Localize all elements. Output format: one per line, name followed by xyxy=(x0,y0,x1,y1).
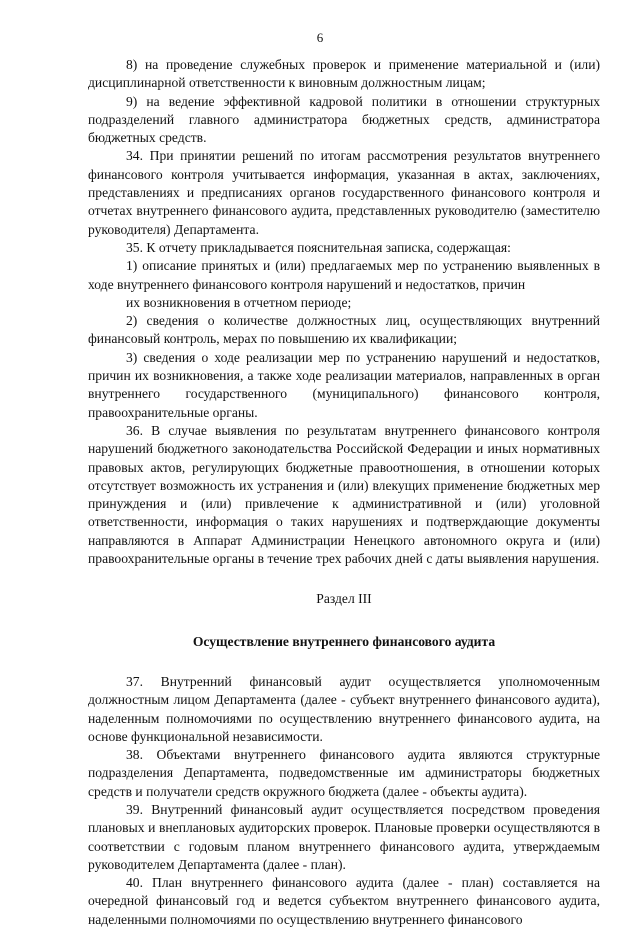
paragraph-39: 39. Внутренний финансовый аудит осуществляется посредством проведения плановых и внеплановых аудиторских проверок. Плановые проверки осуществляются в соответствии с годовым планом внутреннего финансового аудита, утверждаемым руководителем Департамента (далее - план). xyxy=(88,801,600,872)
paragraph-35-item-1-continued: их возникновения в отчетном периоде; xyxy=(126,294,352,310)
paragraph-37: 37. Внутренний финансовый аудит осуществляется уполномоченным должностным лицом Департамента (далее - субъект внутреннего финансового аудита), наделенным полномочиями по осуществлению внутреннего финансового аудита, на основе функциональной независимости. xyxy=(88,673,600,744)
paragraph-35-item-3: 3) сведения о ходе реализации мер по устранению нарушений и недостатков, причин их возникновения, а также ходе реализации материалов, направленных в орган внутреннего государственного (муниципального) финансового контроля, правоохранительные органы. xyxy=(88,349,600,420)
paragraph-34: 34. При принятии решений по итогам рассмотрения результатов внутреннего финансового контроля учитывается информация, указанная в актах, заключениях, представлениях и предписаниях органов государственного финансового контроля и отчетах внутреннего финансового аудита, представленных руководителю (заместителю руководителя) Департамента. xyxy=(88,148,600,237)
paragraph-40: 40. План внутреннего финансового аудита (далее - план) составляется на очередной финансовый год и ведется субъектом внутреннего финансового аудита, наделенными полномочиями по осуществлению внутреннего финансового xyxy=(88,875,600,927)
paragraph-36: 36. В случае выявления по результатам внутреннего финансового контроля нарушений бюджетного законодательства Российской Федерации и иных нормативных правовых актов, регулирующих бюджетные правоотношения, в отношении которых отсутствует возможность их устранения и (или) влекущих применение бюджетных мер принуждения и (или) привлечение к административной и (или) уголовной ответственности, информация о таких нарушениях и подтверждающие документы направляются в Аппарат Администрации Ненецкого автономного округа и (или) правоохранительные органы в течение трех рабочих дней с даты выявления нарушения. xyxy=(88,422,600,567)
paragraph-8: 8) на проведение служебных проверок и применение материальной и (или) дисциплинарной ответственности к виновным должностным лицам; xyxy=(88,57,600,91)
paragraph-35-item-2: 2) сведения о количестве должностных лиц, осуществляющих внутренний финансовый контроль, мерах по повышению их квалификации; xyxy=(88,313,600,347)
section-heading: Осуществление внутреннего финансового аудита xyxy=(192,633,496,649)
page-number: 6 xyxy=(316,30,324,45)
section-title: Раздел III xyxy=(316,591,372,607)
paragraph-35: 35. К отчету прикладывается пояснительная записка, содержащая: xyxy=(126,239,511,255)
paragraph-35-item-1: 1) описание принятых и (или) предлагаемых мер по устранению выявленных в ходе внутреннего финансового контроля нарушений и недостатков, причин xyxy=(88,258,600,292)
document-body xyxy=(88,56,600,929)
paragraph-38: 38. Объектами внутреннего финансового аудита являются структурные подразделения Департамента, подведомственные им администраторы бюджетных средств и получатели средств окружного бюджета (далее - объекты аудита). xyxy=(88,747,600,799)
paragraph-9: 9) на ведение эффективной кадровой политики в отношении структурных подразделений главного администратора бюджетных средств, администратора бюджетных средств. xyxy=(88,93,600,146)
